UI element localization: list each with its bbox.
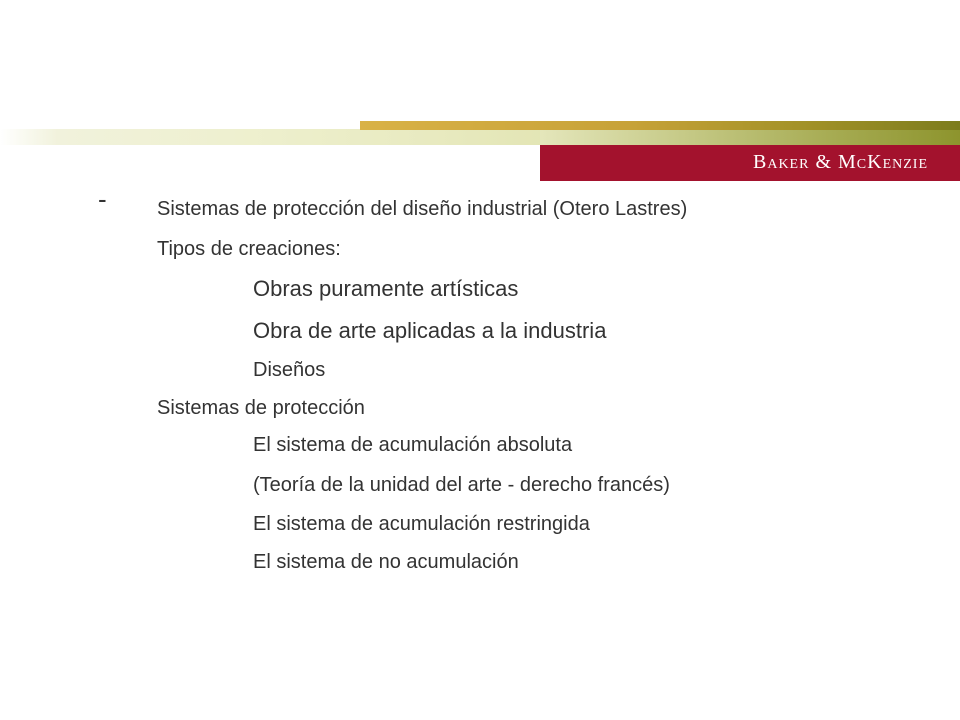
tipos-item: Obra de arte aplicadas a la industria xyxy=(253,318,607,343)
sistemas-item: El sistema de acumulación restringida xyxy=(253,513,590,535)
header-gold-band xyxy=(360,121,960,130)
bullet-dash: - xyxy=(98,184,107,214)
company-logo: Baker & McKenzie xyxy=(753,151,928,173)
sistemas-item: El sistema de no acumulación xyxy=(253,551,519,573)
tipos-item: Diseños xyxy=(253,359,326,381)
sistemas-label: Sistemas de protección xyxy=(157,397,365,419)
sistemas-item: El sistema de acumulación absoluta xyxy=(253,434,573,456)
logo-bar xyxy=(540,145,960,181)
tipos-item: Obras puramente artísticas xyxy=(253,276,519,301)
sistemas-item: (Teoría de la unidad del arte - derecho francés) xyxy=(253,474,670,496)
header-olive-band xyxy=(540,130,960,145)
tipos-label: Tipos de creaciones: xyxy=(157,238,341,260)
slide-heading: Sistemas de protección del diseño industrial (Otero Lastres) xyxy=(157,198,688,220)
